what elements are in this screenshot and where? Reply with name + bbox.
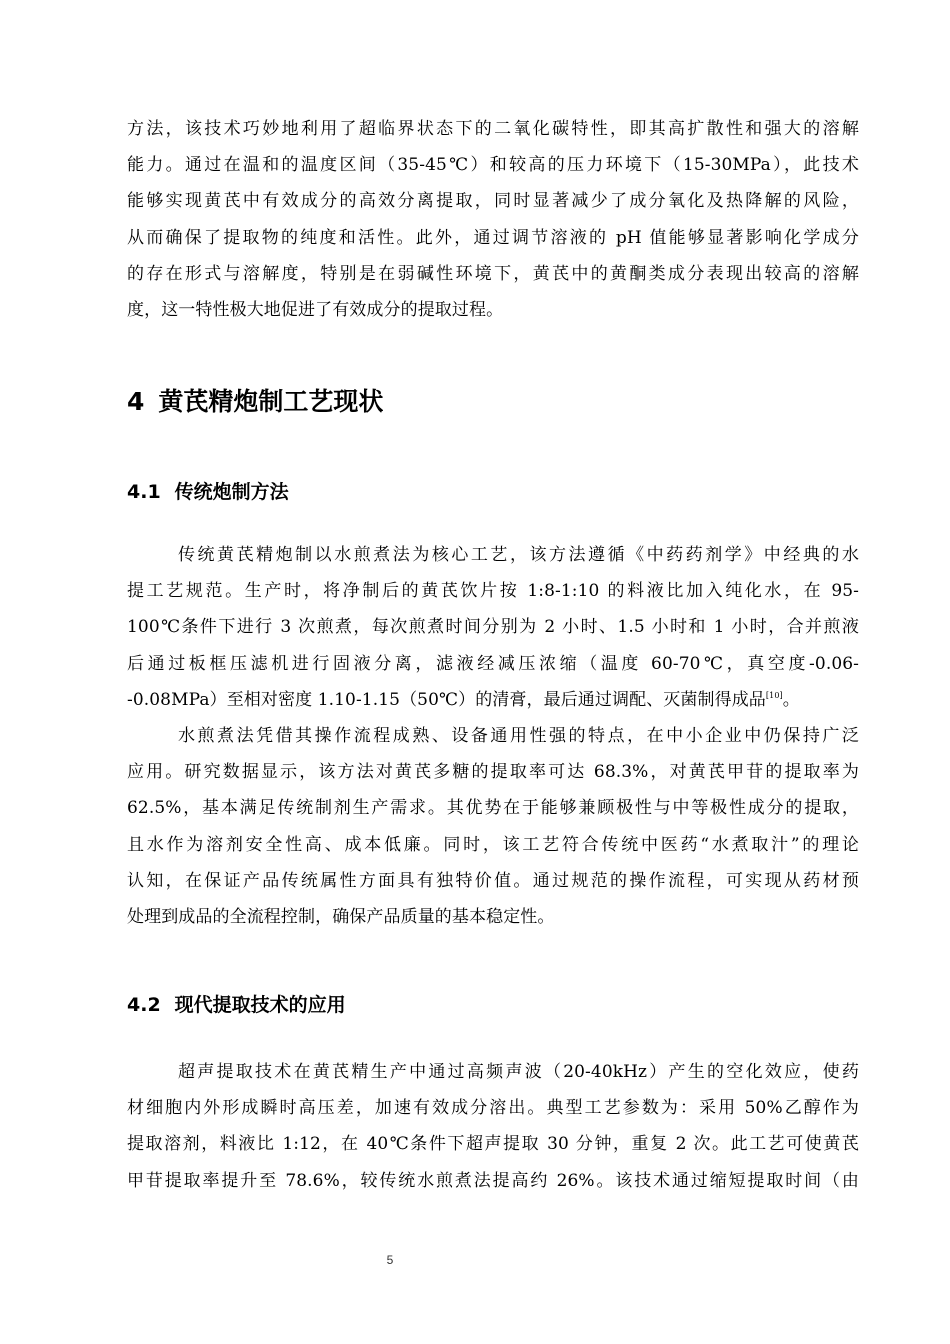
text-line (127, 682, 859, 718)
text-line: 处理到成品的全流程控制，确保产品质量的基本稳定性。 (127, 906, 555, 927)
text-line: 甲苷提取率提升至 78.6%，较传统水煎煮法提高约 26%。该技术通过缩短提取时间（由 (127, 1170, 859, 1191)
text-line: 的存在形式与溶解度，特别是在弱碱性环境下，黄芪中的黄酮类成分表现出较高的溶解 (127, 263, 859, 284)
text-line: 100℃条件下进行 3 次煎煮，每次煎煮时间分别为 2 小时、1.5 小时和 1 小时，合并煎液 (127, 617, 859, 638)
chapter-heading (127, 382, 383, 422)
section-title: 传统炮制方法 (174, 481, 289, 503)
text-run: 。 (782, 689, 800, 710)
text-line: 62.5%，基本满足传统制剂生产需求。其优势在于能够兼顾极性与中等极性成分的提取， (127, 798, 859, 819)
section-heading-4-1 (127, 477, 289, 507)
text-line: 度，这一特性极大地促进了有效成分的提取过程。 (127, 299, 504, 320)
text-line: 从而确保了提取物的纯度和活性。此外，通过调节溶液的 pH 值能够显著影响化学成分 (127, 227, 859, 248)
text-run: -0.08MPa）至相对密度 1.10-1.15（50℃）的清膏，最后通过调配、灭菌制得成品 (127, 689, 766, 710)
text-line: 传统黄芪精炮制以水煎煮法为核心工艺，该方法遵循《中药药剂学》中经典的水 (178, 545, 859, 565)
text-line: 后通过板框压滤机进行固液分离，滤液经减压浓缩（温度 60-70℃，真空度-0.06- (127, 653, 859, 674)
citation-reference: [10] (765, 690, 783, 700)
paragraph-ultrasonic-extraction (127, 1054, 859, 1199)
section-heading-4-2 (127, 990, 346, 1020)
chapter-title: 黄芪精炮制工艺现状 (158, 387, 384, 416)
text-line: 材细胞内外形成瞬时高压差，加速有效成分溶出。典型工艺参数为：采用 50%乙醇作为 (127, 1098, 859, 1119)
text-line: 提工艺规范。生产时，将净制后的黄芪饮片按 1:8-1:10 的料液比加入纯化水，在 95- (127, 581, 859, 602)
text-line: 方法，该技术巧妙地利用了超临界状态下的二氧化碳特性，即其高扩散性和强大的溶解 (127, 119, 859, 139)
text-line: 能够实现黄芪中有效成分的高效分离提取，同时显著减少了成分氧化及热降解的风险， (127, 191, 859, 212)
text-line: 水煎煮法凭借其操作流程成熟、设备通用性强的特点，在中小企业中仍保持广泛 (178, 726, 859, 746)
page-number: 5 (386, 1253, 394, 1267)
text-line: 能力。通过在温和的温度区间（35-45℃）和较高的压力环境下（15-30MPa），此技术 (127, 155, 859, 176)
text-line: 超声提取技术在黄芪精生产中通过高频声波（20-40kHz）产生的空化效应，使药 (178, 1062, 859, 1082)
section-number: 4.1 (127, 481, 161, 503)
section-title: 现代提取技术的应用 (174, 994, 346, 1016)
paragraph-intro-continued (127, 111, 859, 328)
paragraph-traditional-method (127, 537, 859, 718)
text-line: 应用。研究数据显示，该方法对黄芪多糖的提取率可达 68.3%，对黄芪甲苷的提取率为 (127, 762, 859, 783)
section-number: 4.2 (127, 994, 161, 1016)
text-line: 且水作为溶剂安全性高、成本低廉。同时，该工艺符合传统中医药“水煮取汁”的理论 (127, 834, 859, 855)
text-line: 提取溶剂，料液比 1:12，在 40℃条件下超声提取 30 分钟，重复 2 次。此工艺可使黄芪 (127, 1134, 859, 1155)
paragraph-decoction-advantages (127, 718, 859, 935)
text-line: 认知，在保证产品传统属性方面具有独特价值。通过规范的操作流程，可实现从药材预 (127, 870, 859, 891)
chapter-number: 4 (127, 387, 145, 416)
